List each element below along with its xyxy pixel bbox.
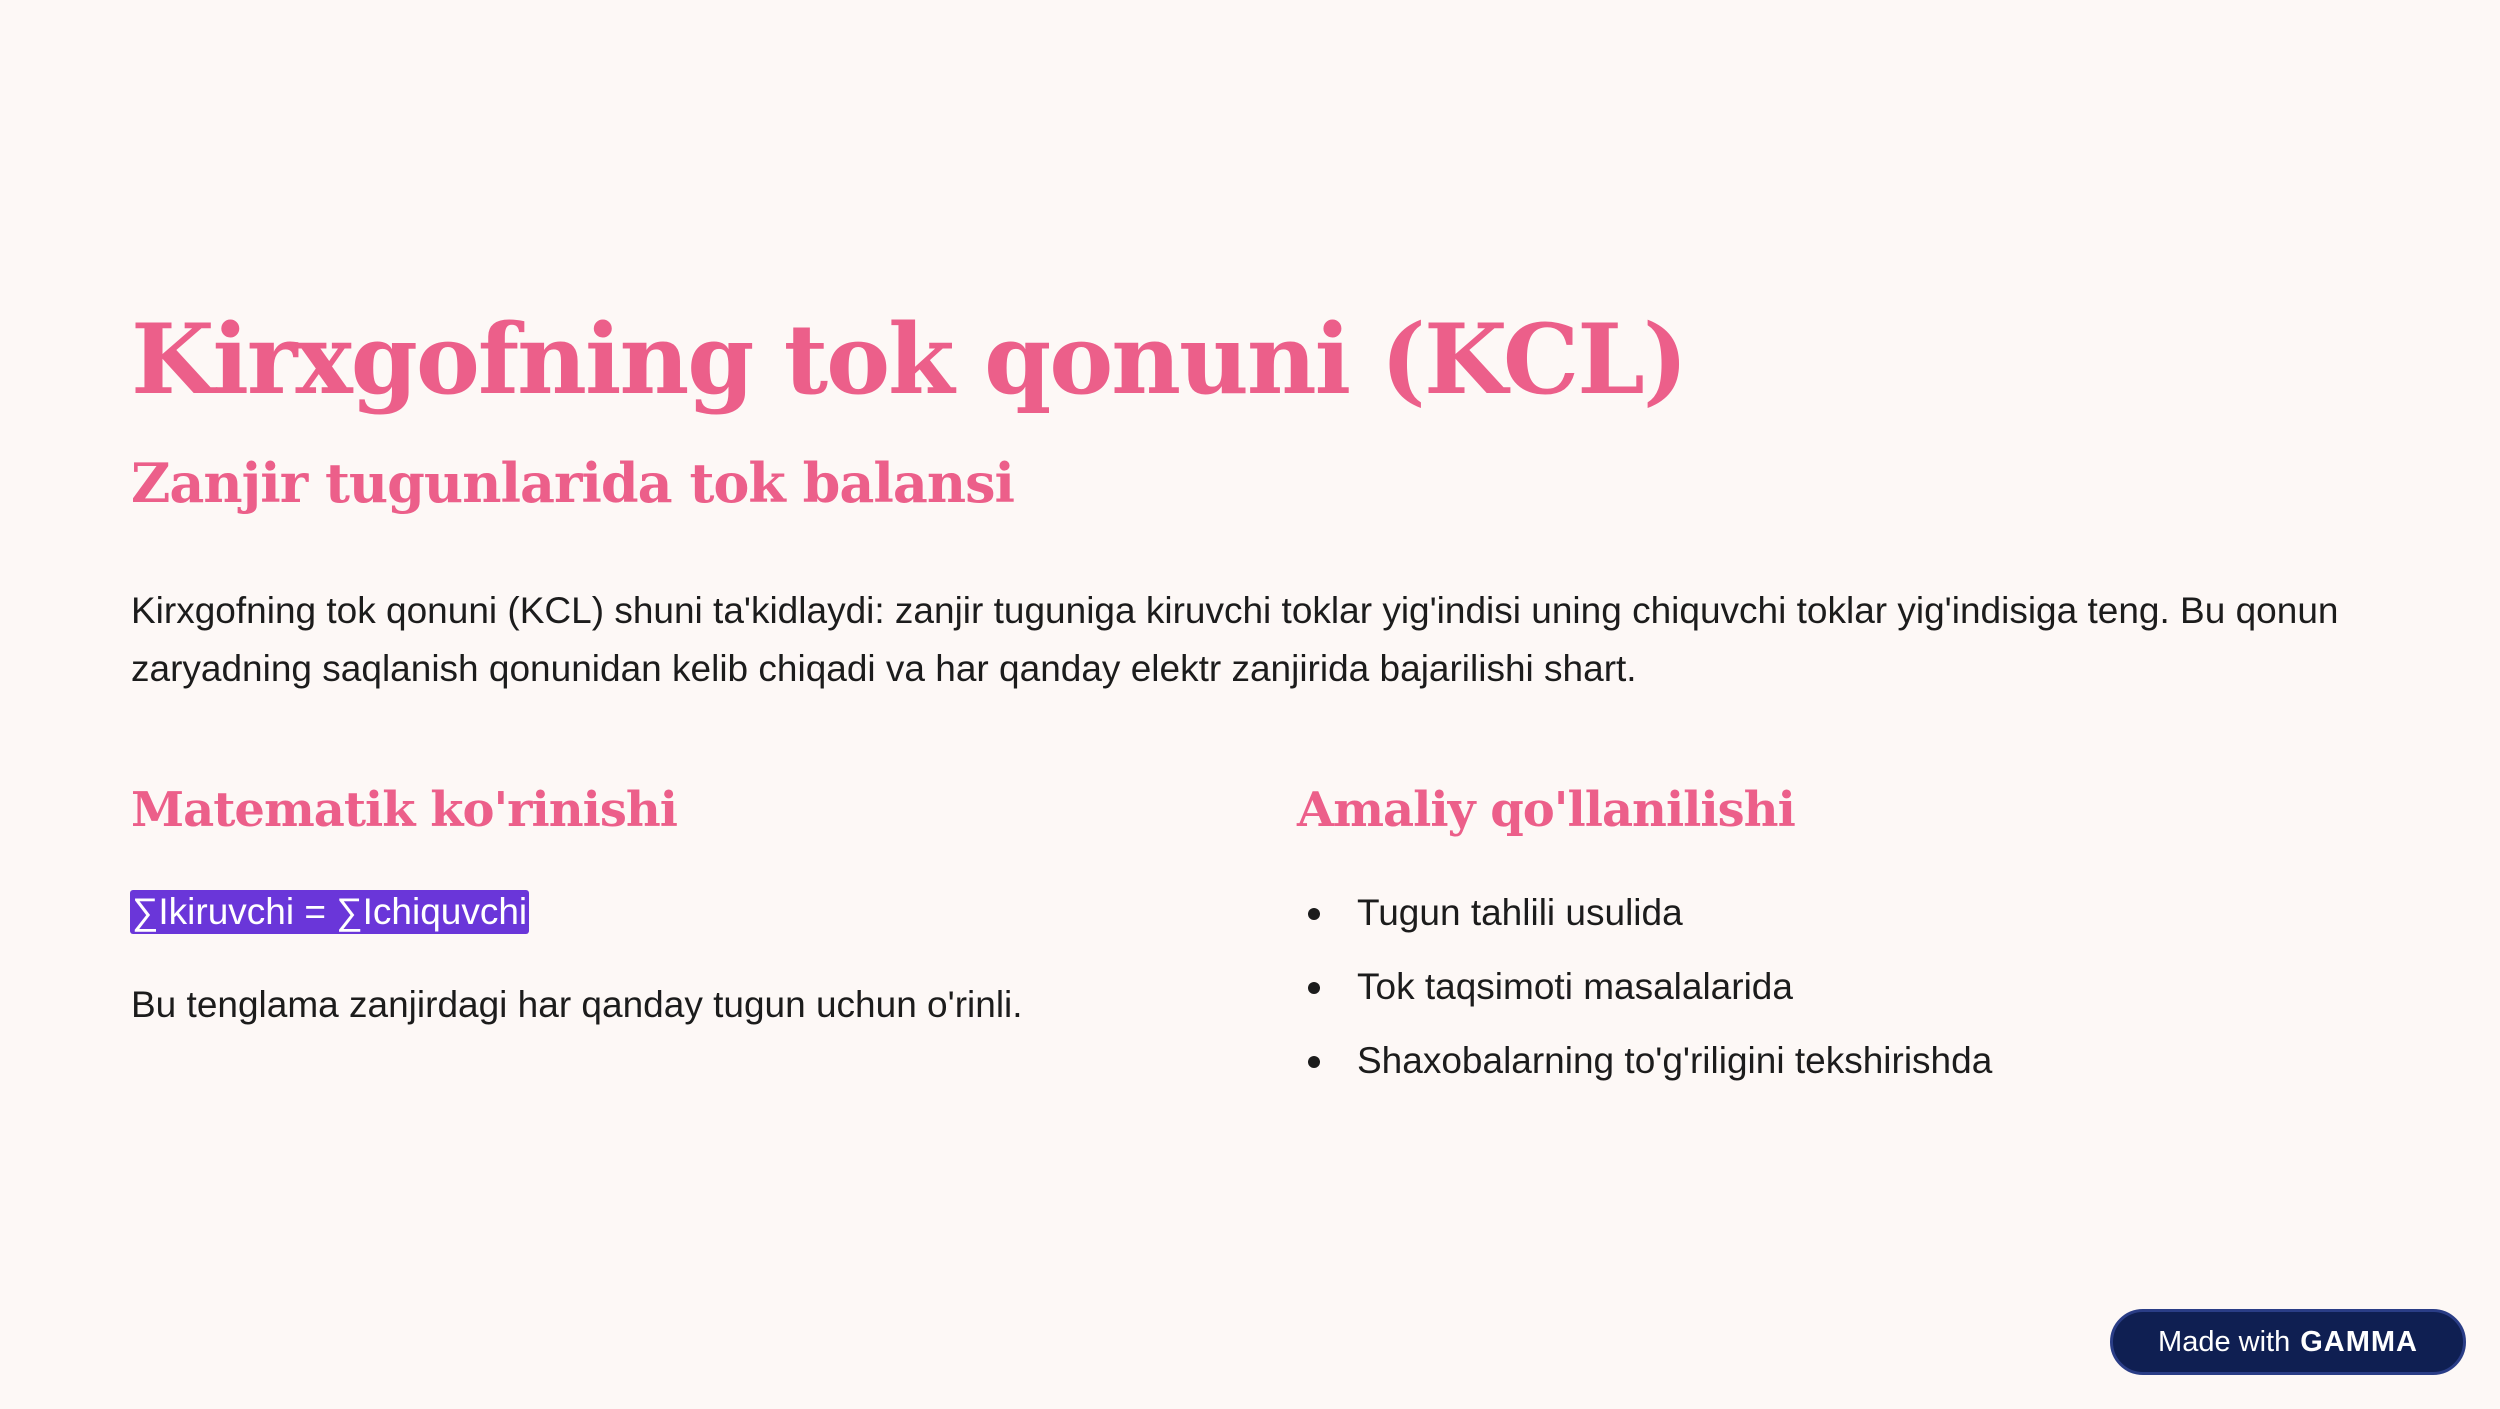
badge-prefix: Made with (2158, 1325, 2291, 1358)
kcl-formula-selected-text[interactable]: ∑Ikiruvchi = ∑Ichiquvchi (132, 891, 528, 932)
bullet-icon (1308, 908, 1320, 920)
math-form-heading: Matematik ko'rinishi (131, 782, 677, 838)
slide-subtitle: Zanjir tugunlarida tok balansi (131, 451, 1015, 515)
list-item-label: Tugun tahlili usulida (1357, 892, 1683, 933)
list-item-label: Tok taqsimoti masalalarida (1357, 966, 1793, 1007)
made-with-gamma-badge[interactable] (2110, 1309, 2466, 1375)
list-item (1297, 1032, 1992, 1106)
bullet-icon (1308, 982, 1320, 994)
list-item-label: Shaxobalarning to'g'riligini tekshirishda (1357, 1040, 1993, 1081)
list-item (1297, 884, 1992, 958)
intro-paragraph: Kirxgofning tok qonuni (KCL) shuni ta'kidlaydi: zanjir tuguniga kiruvchi toklar yig'indisi uning chiquvchi toklar yig'indisiga teng. Bu qonun zaryadning saqlanish qonunidan kelib chiqadi va har qanday elektr zanjirida bajarilishi shart. (131, 590, 2339, 689)
list-item (1297, 958, 1992, 1032)
applications-heading: Amaliy qo'llanilishi (1297, 782, 1795, 838)
gamma-logo: GAMMA (2300, 1325, 2418, 1358)
applications-list (1297, 884, 1992, 1106)
bullet-icon (1308, 1056, 1320, 1068)
slide-title: Kirxgofning tok qonuni (KCL) (131, 303, 1687, 416)
formula-note: Bu tenglama zanjirdagi har qanday tugun uchun o'rinli. (131, 984, 1023, 1025)
